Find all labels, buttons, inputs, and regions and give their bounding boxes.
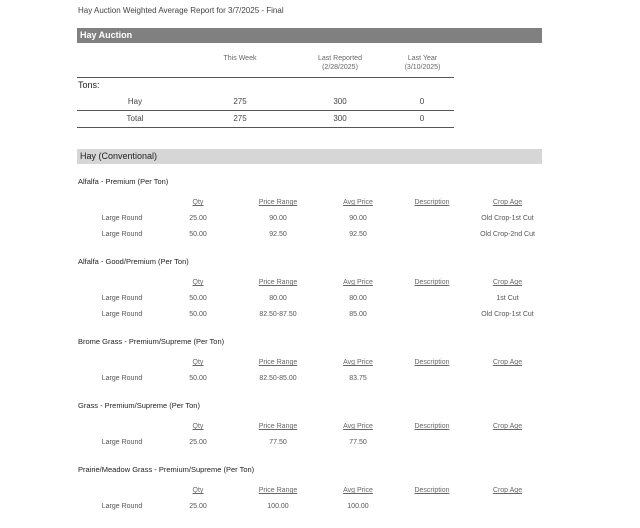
row-avg-price: 85.00 (349, 311, 367, 318)
group-title: Brome Grass - Premium/Supreme (Per Ton) (78, 337, 225, 346)
col-last-reported-label: Last Reported (318, 55, 362, 62)
group-title: Alfalfa - Good/Premium (Per Ton) (78, 257, 189, 266)
col-header-crop-age: Crop Age (492, 487, 523, 494)
col-header-qty: Qty (192, 359, 204, 366)
col-header-price-range: Price Range (258, 199, 298, 206)
col-last-year-date: (3/10/2025) (404, 64, 441, 71)
col-header-avg-price: Avg Price (343, 487, 373, 494)
col-header-crop-age: Crop Age (492, 199, 523, 206)
col-header-crop-age: Crop Age (492, 423, 523, 430)
row-crop-age: Old Crop-1st Cut (481, 215, 534, 222)
row-type: Large Round (101, 295, 143, 302)
summary-row-total-last-year: 0 (419, 114, 425, 123)
summary-row-total-this-week: 275 (233, 114, 247, 123)
row-price-range: 77.50 (269, 439, 287, 446)
row-qty: 25.00 (189, 215, 207, 222)
col-last-year (385, 54, 460, 72)
col-header-qty: Qty (192, 279, 204, 286)
hay-conventional-header: Hay (Conventional) (77, 149, 542, 164)
row-avg-price: 90.00 (349, 215, 367, 222)
row-avg-price: 92.50 (349, 231, 367, 238)
col-last-reported (300, 54, 380, 72)
col-header-description: Description (414, 199, 450, 206)
row-avg-price: 80.00 (349, 295, 367, 302)
summary-top-rule (77, 77, 454, 78)
col-header-price-range: Price Range (258, 279, 298, 286)
hay-auction-header: Hay Auction (77, 28, 542, 43)
col-this-week: This Week (223, 55, 257, 62)
col-header-description: Description (414, 423, 450, 430)
col-header-price-range: Price Range (258, 359, 298, 366)
row-type: Large Round (101, 215, 143, 222)
group-title: Alfalfa - Premium (Per Ton) (78, 177, 169, 186)
summary-row-hay-this-week: 275 (233, 97, 247, 106)
row-price-range: 82.50-85.00 (259, 375, 297, 382)
row-avg-price: 77.50 (349, 439, 367, 446)
col-last-year-label: Last Year (407, 55, 438, 62)
row-price-range: 82.50-87.50 (259, 311, 297, 318)
row-price-range: 100.00 (267, 503, 289, 510)
col-header-price-range: Price Range (258, 423, 298, 430)
summary-row-hay-last-year: 0 (419, 97, 425, 106)
col-header-qty: Qty (192, 487, 204, 494)
row-avg-price: 83.75 (349, 375, 367, 382)
row-type: Large Round (101, 439, 143, 446)
row-crop-age: Old Crop-2nd Cut (480, 231, 535, 238)
row-price-range: 80.00 (269, 295, 287, 302)
col-header-avg-price: Avg Price (343, 359, 373, 366)
row-qty: 25.00 (189, 439, 207, 446)
row-price-range: 90.00 (269, 215, 287, 222)
row-type: Large Round (101, 375, 143, 382)
row-crop-age: 1st Cut (496, 295, 519, 302)
col-header-avg-price: Avg Price (343, 199, 373, 206)
row-type: Large Round (101, 311, 143, 318)
row-avg-price: 100.00 (347, 503, 369, 510)
summary-row-total-last-reported: 300 (333, 114, 347, 123)
col-header-description: Description (414, 487, 450, 494)
col-header-price-range: Price Range (258, 487, 298, 494)
col-header-qty: Qty (192, 423, 204, 430)
col-header-description: Description (414, 279, 450, 286)
col-header-crop-age: Crop Age (492, 279, 523, 286)
col-header-crop-age: Crop Age (492, 359, 523, 366)
summary-mid-rule (77, 110, 454, 111)
row-qty: 25.00 (189, 503, 207, 510)
report-title: Hay Auction Weighted Average Report for 3/7/2025 - Final (78, 6, 284, 15)
col-header-qty: Qty (192, 199, 204, 206)
col-header-avg-price: Avg Price (343, 279, 373, 286)
col-last-reported-date: (2/28/2025) (322, 64, 358, 71)
group-title: Grass - Premium/Supreme (Per Ton) (78, 401, 200, 410)
summary-bottom-rule (77, 127, 454, 128)
row-type: Large Round (101, 231, 143, 238)
col-header-description: Description (414, 359, 450, 366)
row-qty: 50.00 (189, 231, 207, 238)
summary-row-hay-last-reported: 300 (333, 97, 347, 106)
group-title: Prairie/Meadow Grass - Premium/Supreme (Per Ton) (78, 465, 255, 474)
row-price-range: 92.50 (269, 231, 287, 238)
row-qty: 50.00 (189, 295, 207, 302)
row-type: Large Round (101, 503, 143, 510)
summary-row-hay-label: Hay (127, 97, 143, 106)
tons-label: Tons: (78, 80, 100, 90)
row-crop-age: Old Crop-1st Cut (481, 311, 534, 318)
col-header-avg-price: Avg Price (343, 423, 373, 430)
row-qty: 50.00 (189, 311, 207, 318)
summary-row-total-label: Total (126, 114, 144, 123)
row-qty: 50.00 (189, 375, 207, 382)
